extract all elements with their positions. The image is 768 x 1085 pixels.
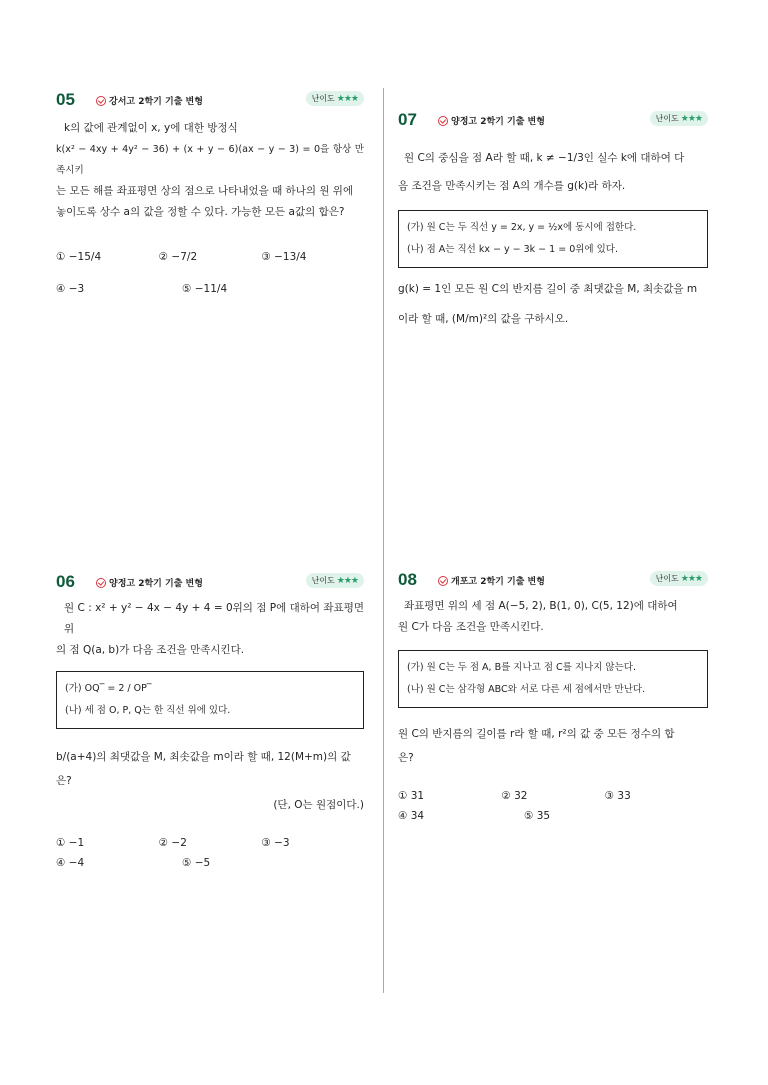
source-label [96, 94, 203, 107]
text-line: 은? [56, 775, 72, 787]
text-line: 좌표평면 위의 세 점 A(−5, 2), B(1, 0), C(5, 12)에 대하여 [404, 600, 678, 612]
choice-5[interactable]: ⑤ −5 [182, 857, 211, 869]
column-divider [383, 88, 384, 993]
difficulty-label: 난이도 [311, 94, 335, 103]
difficulty-label: 난이도 [655, 114, 679, 123]
question-number: 05 [56, 90, 75, 109]
condition-b: (나) 세 점 O, P, Q는 한 직선 위에 있다. [65, 705, 231, 716]
question-06 [56, 572, 364, 873]
source-label [96, 576, 203, 589]
text-line: 은? [398, 752, 414, 764]
text-line: 이라 할 때, (M/m)²의 값을 구하시오. [398, 313, 569, 325]
check-icon [438, 576, 448, 586]
text-line: 는 모든 해를 좌표평면 상의 점으로 나타내었을 때 하나의 원 위에 [56, 185, 354, 197]
condition-box [56, 671, 364, 729]
choice-1[interactable]: ① −15/4 [56, 251, 102, 263]
question-text [398, 596, 708, 638]
text-line: 원 C의 반지름의 길이를 r라 할 때, r²의 값 중 모든 정수의 합 [398, 728, 675, 740]
condition-box [398, 210, 708, 268]
choice-1[interactable]: ① −1 [56, 837, 85, 849]
choice-5[interactable]: ⑤ −11/4 [182, 283, 228, 295]
difficulty-label: 난이도 [311, 576, 335, 585]
question-header [398, 110, 708, 132]
choices [56, 833, 364, 873]
star-icon: ★★★ [336, 575, 358, 586]
check-icon [96, 578, 106, 588]
text-line: 원 C가 다음 조건을 만족시킨다. [398, 621, 544, 633]
difficulty-label: 난이도 [655, 574, 679, 583]
choice-2[interactable]: ② 32 [501, 790, 528, 802]
choice-1[interactable]: ① 31 [398, 790, 425, 802]
question-number: 06 [56, 572, 75, 591]
choice-2[interactable]: ② −2 [158, 837, 187, 849]
source-text: 개포고 2학기 기출 변형 [451, 577, 545, 587]
question-number: 08 [398, 570, 417, 589]
question-text [398, 144, 708, 200]
condition-a: (가) 원 C는 두 직선 y = 2x, y = ½x에 동시에 접한다. [407, 222, 637, 233]
choice-3[interactable]: ③ 33 [604, 790, 631, 802]
star-icon: ★★★ [680, 573, 702, 584]
choice-4[interactable]: ④ −3 [56, 283, 85, 295]
question-text-2 [398, 274, 708, 334]
question-number: 07 [398, 110, 417, 129]
difficulty-badge [650, 571, 708, 586]
source-text: 강서고 2학기 기출 변형 [109, 97, 203, 107]
question-header [56, 572, 364, 594]
check-icon [438, 116, 448, 126]
question-07 [398, 110, 708, 334]
source-text: 양정고 2학기 기출 변형 [451, 117, 545, 127]
question-text [56, 118, 364, 223]
choices [398, 786, 708, 826]
question-header [56, 90, 364, 112]
star-icon: ★★★ [336, 93, 358, 104]
text-line: 원 C : x² + y² − 4x − 4y + 4 = 0위의 점 P에 대하여 좌표평면 위 [64, 602, 364, 635]
question-text-2 [56, 745, 364, 817]
question-05 [56, 90, 364, 305]
choice-3[interactable]: ③ −13/4 [261, 251, 307, 263]
question-text [56, 598, 364, 661]
question-text-2 [398, 722, 708, 770]
condition-b: (나) 점 A는 직선 kx − y − 3k − 1 = 0위에 있다. [407, 244, 619, 255]
condition-box [398, 650, 708, 708]
source-text: 양정고 2학기 기출 변형 [109, 579, 203, 589]
choice-4[interactable]: ④ −4 [56, 857, 85, 869]
difficulty-badge [306, 91, 364, 106]
condition-a: (가) OQ‾ = 2 / OP‾ [65, 683, 152, 694]
choice-5[interactable]: ⑤ 35 [524, 810, 551, 822]
difficulty-badge [306, 573, 364, 588]
source-label [438, 574, 545, 587]
condition-b: (나) 원 C는 삼각형 ABC와 서로 다른 세 점에서만 만난다. [407, 684, 646, 695]
text-line: k(x² − 4xy + 4y² − 36) + (x + y − 6)(ax − y − 3) = 0을 항상 만족시키 [56, 144, 364, 176]
note: (단, O는 원점이다.) [273, 799, 364, 811]
text-line: 의 점 Q(a, b)가 다음 조건을 만족시킨다. [56, 644, 245, 656]
text-line: g(k) = 1인 모든 원 C의 반지름 길이 중 최댓값을 M, 최솟값을 m [398, 283, 698, 295]
difficulty-badge [650, 111, 708, 126]
source-label [438, 114, 545, 127]
choice-2[interactable]: ② −7/2 [158, 251, 198, 263]
question-08 [398, 570, 708, 826]
text-line: b/(a+4)의 최댓값을 M, 최솟값을 m이라 할 때, 12(M+m)의 값 [56, 751, 351, 763]
condition-a: (가) 원 C는 두 점 A, B를 지나고 점 C를 지나지 않는다. [407, 662, 636, 673]
text-line: k의 값에 관계없이 x, y에 대한 방정식 [64, 122, 238, 134]
check-icon [96, 96, 106, 106]
text-line: 놓이도록 상수 a의 값을 정할 수 있다. 가능한 모든 a값의 합은? [56, 206, 345, 218]
text-line: 원 C의 중심을 점 A라 할 때, k ≠ −1/3인 실수 k에 대하여 다 [404, 152, 685, 164]
choice-4[interactable]: ④ 34 [398, 810, 425, 822]
star-icon: ★★★ [680, 113, 702, 124]
choice-3[interactable]: ③ −3 [261, 837, 290, 849]
choices [56, 241, 364, 305]
text-line: 음 조건을 만족시키는 점 A의 개수를 g(k)라 하자. [398, 180, 626, 192]
question-header [398, 570, 708, 592]
